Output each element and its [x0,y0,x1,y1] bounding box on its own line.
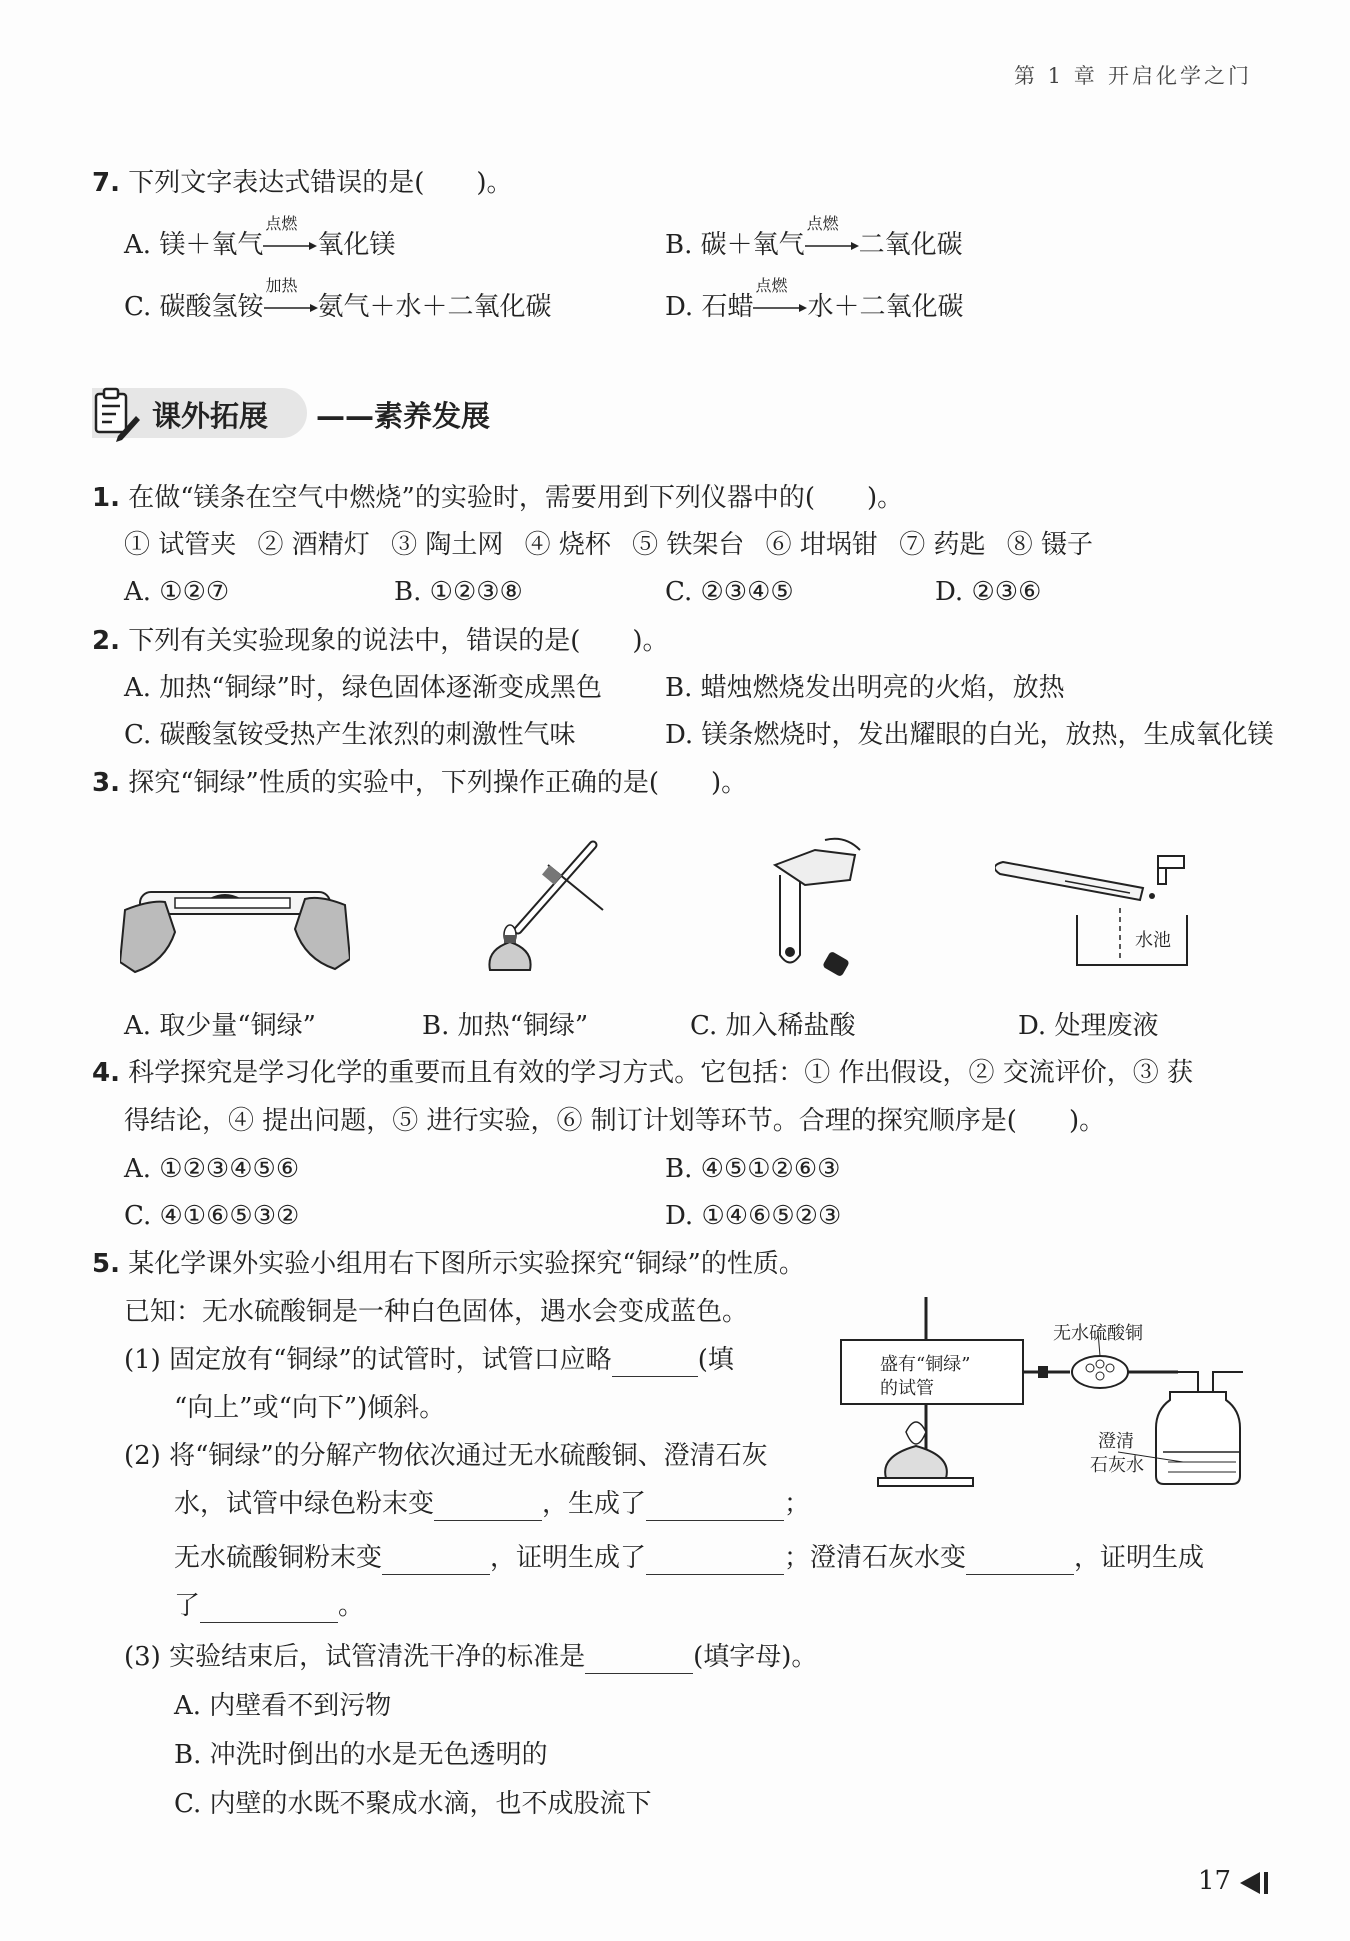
q4-line1: 4. 科学探究是学习化学的重要而且有效的学习方式。它包括：① 作出假设，② 交流评价，③ 获 [92,1058,1194,1088]
q4-option-c: C. ④①⑥⑤③② [124,1201,300,1231]
q7-stem-text: 下列文字表达式错误的是( )。 [128,168,513,198]
sink-label: 水池 [1135,930,1171,951]
page-number: 17 [1198,1866,1232,1896]
lime-water-label-1: 澄清 [1098,1431,1134,1452]
lime-water-label-2: 石灰水 [1090,1455,1144,1476]
q3-option-b: B. 加热“铜绿” [422,1011,589,1041]
q7-stem [92,166,513,200]
chapter-title: 开启化学之门 [1108,64,1252,88]
answer-blank[interactable] [612,1350,698,1377]
q1-items: ① 试管夹 ② 酒精灯 ③ 陶土网 ④ 烧杯 ⑤ 铁架台 ⑥ 坩埚钳 ⑦ 药匙 ⑧ 镊子 [124,530,1093,560]
answer-blank[interactable] [200,1596,338,1623]
chapter-label: 第 1 章 [1014,64,1098,88]
q2-option-d: D. 镁条燃烧时，发出耀眼的白光，放热，生成氧化镁 [665,720,1274,750]
q5-part1-line1: (1) 固定放有“铜绿”的试管时，试管口应略 (填 [124,1345,734,1375]
cuso4-label: 无水硫酸铜 [1053,1323,1143,1344]
answer-blank[interactable] [585,1647,693,1674]
q1-option-c: C. ②③④⑤ [665,577,794,607]
q5-part2-line1: (2) 将“铜绿”的分解产物依次通过无水硫酸铜、澄清石灰 [124,1441,768,1471]
q5-option-a: A. 内壁看不到污物 [174,1691,392,1721]
page-marker-icon [1240,1870,1274,1896]
q3-option-a: A. 取少量“铜绿” [124,1011,316,1041]
section-subtitle: ——素养发展 [316,399,491,433]
q5-part2-line3: 无水硫酸铜粉末变 ，证明生成了 ；澄清石灰水变 ，证明生成 [174,1543,1205,1573]
q1-stem: 1. 在做“镁条在空气中燃烧”的实验时，需要用到下列仪器中的( )。 [92,483,904,513]
clipboard-pencil-icon [92,386,140,442]
answer-blank[interactable] [646,1494,784,1521]
reaction-arrow-icon: 点燃 [263,233,317,259]
q2-option-b: B. 蜡烛燃烧发出明亮的火焰，放热 [665,673,1065,703]
reaction-arrow-icon: 点燃 [753,295,807,321]
q4-option-b: B. ④⑤①②⑥③ [665,1154,841,1184]
reaction-arrow-icon: 点燃 [805,233,859,259]
q5-part3: (3) 实验结束后，试管清洗干净的标准是 (填字母)。 [124,1642,818,1672]
answer-blank[interactable] [382,1548,490,1575]
q2-stem: 2. 下列有关实验现象的说法中，错误的是( )。 [92,626,669,656]
q7-option-d: D. 石蜡 点燃 水＋二氧化碳 [665,276,964,322]
q5-part2-line4: 了 。 [174,1591,365,1621]
q2-option-a: A. 加热“铜绿”时，绿色固体逐渐变成黑色 [124,673,602,703]
section-title: 课外拓展 [152,399,269,433]
add-acid-illustration [755,820,870,985]
q7-option-b: B. 碳＋氧气 点燃 二氧化碳 [665,214,963,260]
answer-blank[interactable] [646,1548,784,1575]
heating-illustration [478,835,613,985]
q1-option-a: A. ①②⑦ [124,577,230,607]
q5-known: 已知：无水硫酸铜是一种白色固体，遇水会变成蓝色。 [124,1297,749,1327]
q5-part1-line2: “向上”或“向下”)倾斜。 [174,1393,446,1423]
q3-option-c: C. 加入稀盐酸 [690,1011,856,1041]
q1-option-d: D. ②③⑥ [935,577,1042,607]
q7-option-c: C. 碳酸氢铵 加热 氨气＋水＋二氧化碳 [124,276,552,322]
tube-label-1: 盛有“铜绿” [880,1354,971,1375]
q3-stem: 3. 探究“铜绿”性质的实验中，下列操作正确的是( )。 [92,768,748,798]
take-sample-illustration [120,860,350,985]
q7-number: 7. [92,168,120,198]
q4-option-a: A. ①②③④⑤⑥ [124,1154,300,1184]
q4-option-d: D. ①④⑥⑤②③ [665,1201,842,1231]
q7-option-a: A. 镁＋氧气 点燃 氧化镁 [124,214,396,260]
tube-label-2: 的试管 [880,1378,934,1399]
q5-option-b: B. 冲洗时倒出的水是无色透明的 [174,1740,548,1770]
q4-line2: 得结论，④ 提出问题，⑤ 进行实验，⑥ 制订计划等环节。合理的探究顺序是( )。 [124,1106,1106,1136]
q1-option-b: B. ①②③⑧ [394,577,523,607]
answer-blank[interactable] [434,1494,542,1521]
q5-part2-line2: 水，试管中绿色粉末变 ，生成了 ； [174,1489,811,1519]
q5-option-c: C. 内壁的水既不聚成水滴，也不成股流下 [174,1789,652,1819]
q3-option-d: D. 处理废液 [1018,1011,1159,1041]
q2-option-c: C. 碳酸氢铵受热产生浓烈的刺激性气味 [124,720,576,750]
q5-stem: 5. 某化学课外实验小组用右下图所示实验探究“铜绿”的性质。 [92,1249,805,1279]
reaction-arrow-icon: 加热 [264,295,318,321]
answer-blank[interactable] [966,1548,1074,1575]
